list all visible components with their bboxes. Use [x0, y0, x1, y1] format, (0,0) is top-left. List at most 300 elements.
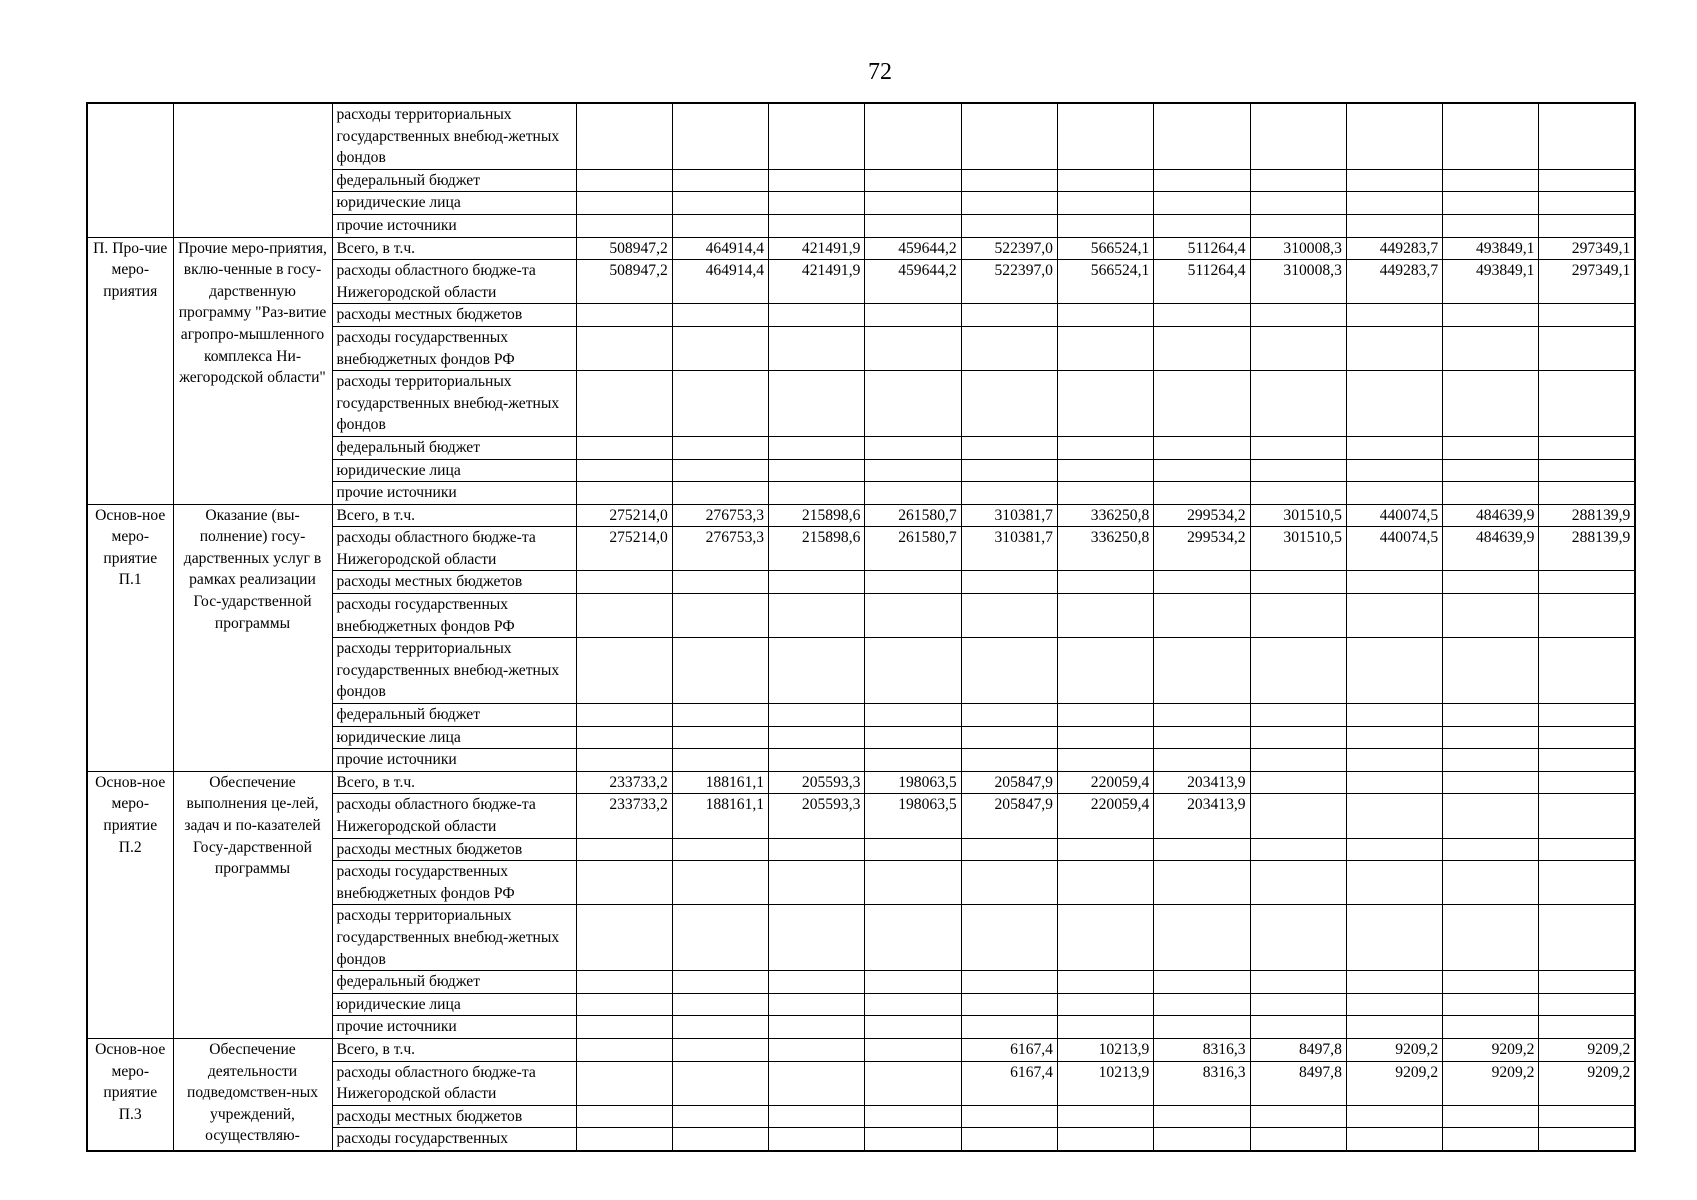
value-cell [1346, 771, 1442, 794]
value-cell [769, 214, 865, 237]
value-cell: 421491,9 [769, 260, 865, 304]
value-cell [961, 638, 1057, 704]
value-cell [769, 169, 865, 192]
value-cell [1250, 794, 1346, 838]
value-cell [769, 371, 865, 437]
value-cell [1250, 594, 1346, 638]
value-cell [769, 436, 865, 459]
funding-source-label: расходы местных бюджетов [332, 1105, 576, 1128]
value-cell [672, 326, 768, 370]
value-cell [1057, 304, 1153, 327]
value-cell [1346, 704, 1442, 727]
value-cell [1057, 838, 1153, 861]
value-cell [865, 482, 961, 505]
value-cell [1154, 436, 1250, 459]
value-cell [865, 326, 961, 370]
value-cell: 198063,5 [865, 771, 961, 794]
value-cell [576, 326, 672, 370]
value-cell: 459644,2 [865, 260, 961, 304]
value-cell [1250, 771, 1346, 794]
funding-source-label: расходы территориальных государственных внебюд-жетных фондов [332, 905, 576, 971]
value-cell [1154, 1105, 1250, 1128]
value-cell [961, 704, 1057, 727]
value-cell [576, 1128, 672, 1151]
value-cell [576, 726, 672, 749]
value-cell [1057, 726, 1153, 749]
value-cell [576, 304, 672, 327]
value-cell [865, 638, 961, 704]
value-cell [672, 214, 768, 237]
value-cell: 9209,2 [1346, 1038, 1442, 1061]
value-cell [1443, 993, 1539, 1016]
value-cell [1443, 1105, 1539, 1128]
value-cell [1443, 571, 1539, 594]
value-cell: 261580,7 [865, 527, 961, 571]
value-cell [1443, 905, 1539, 971]
value-cell [1250, 905, 1346, 971]
funding-source-label: расходы государственных внебюджетных фондов РФ [332, 861, 576, 905]
value-cell [961, 192, 1057, 215]
value-cell: 310381,7 [961, 527, 1057, 571]
value-cell [672, 971, 768, 994]
value-cell [769, 971, 865, 994]
value-cell [1250, 838, 1346, 861]
value-cell [672, 704, 768, 727]
value-cell: 566524,1 [1057, 237, 1153, 260]
value-cell [1057, 482, 1153, 505]
value-cell [1250, 704, 1346, 727]
value-cell [1346, 861, 1442, 905]
value-cell [865, 704, 961, 727]
funding-table [86, 102, 1636, 1152]
value-cell [1539, 861, 1635, 905]
value-cell [865, 838, 961, 861]
value-cell [1057, 1128, 1153, 1151]
value-cell [1346, 482, 1442, 505]
value-cell [1539, 1016, 1635, 1039]
value-cell: 188161,1 [672, 794, 768, 838]
funding-source-label: прочие источники [332, 749, 576, 772]
value-cell [1346, 326, 1442, 370]
value-cell [672, 993, 768, 1016]
value-cell [672, 169, 768, 192]
value-cell [1443, 838, 1539, 861]
value-cell: 188161,1 [672, 771, 768, 794]
value-cell: 8497,8 [1250, 1038, 1346, 1061]
funding-source-label: расходы местных бюджетов [332, 571, 576, 594]
value-cell: 464914,4 [672, 237, 768, 260]
value-cell [672, 482, 768, 505]
funding-source-label: расходы областного бюдже-та Нижегородской области [332, 1061, 576, 1105]
table-row [87, 504, 1635, 527]
value-cell [576, 1105, 672, 1128]
value-cell [576, 971, 672, 994]
value-cell: 9209,2 [1346, 1061, 1442, 1105]
value-cell [865, 905, 961, 971]
value-cell [1154, 704, 1250, 727]
value-cell: 508947,2 [576, 237, 672, 260]
value-cell [865, 459, 961, 482]
value-cell [1539, 726, 1635, 749]
value-cell [1443, 459, 1539, 482]
value-cell: 8316,3 [1154, 1038, 1250, 1061]
value-cell [672, 726, 768, 749]
value-cell: 288139,9 [1539, 527, 1635, 571]
activity-name: Обеспечение деятельности подведомствен-ных учреждений, осуществляю- [173, 1038, 332, 1150]
value-cell [1346, 459, 1442, 482]
value-cell [1443, 726, 1539, 749]
value-cell [1539, 794, 1635, 838]
value-cell [576, 1038, 672, 1061]
value-cell [1057, 1105, 1153, 1128]
value-cell [672, 861, 768, 905]
value-cell [1154, 192, 1250, 215]
value-cell [769, 704, 865, 727]
value-cell [961, 482, 1057, 505]
value-cell [1443, 749, 1539, 772]
value-cell: 421491,9 [769, 237, 865, 260]
value-cell [1539, 169, 1635, 192]
funding-source-label: прочие источники [332, 1016, 576, 1039]
value-cell [1057, 971, 1153, 994]
value-cell [769, 861, 865, 905]
value-cell: 459644,2 [865, 237, 961, 260]
value-cell [1443, 304, 1539, 327]
value-cell: 336250,8 [1057, 504, 1153, 527]
value-cell [1443, 371, 1539, 437]
value-cell [1154, 861, 1250, 905]
value-cell [769, 726, 865, 749]
value-cell [1250, 326, 1346, 370]
value-cell [865, 971, 961, 994]
value-cell [1057, 1016, 1153, 1039]
funding-source-label: юридические лица [332, 192, 576, 215]
value-cell [672, 571, 768, 594]
value-cell [1539, 571, 1635, 594]
value-cell [1154, 726, 1250, 749]
value-cell [1250, 371, 1346, 437]
value-cell [1539, 304, 1635, 327]
value-cell [1539, 326, 1635, 370]
value-cell: 6167,4 [961, 1061, 1057, 1105]
value-cell [1539, 103, 1635, 169]
funding-source-label: расходы местных бюджетов [332, 838, 576, 861]
value-cell [1250, 571, 1346, 594]
value-cell [1154, 103, 1250, 169]
value-cell: 275214,0 [576, 527, 672, 571]
value-cell: 203413,9 [1154, 794, 1250, 838]
value-cell [672, 371, 768, 437]
value-cell [1154, 638, 1250, 704]
value-cell [1154, 905, 1250, 971]
value-cell [1154, 1016, 1250, 1039]
value-cell [1539, 704, 1635, 727]
value-cell [1443, 1016, 1539, 1039]
value-cell [576, 704, 672, 727]
funding-source-label: федеральный бюджет [332, 971, 576, 994]
value-cell [1057, 371, 1153, 437]
value-cell [961, 726, 1057, 749]
value-cell [1154, 594, 1250, 638]
value-cell [672, 638, 768, 704]
page-number: 72 [868, 59, 892, 85]
value-cell [672, 1105, 768, 1128]
value-cell [961, 993, 1057, 1016]
value-cell [769, 1038, 865, 1061]
value-cell [1443, 482, 1539, 505]
value-cell [672, 436, 768, 459]
value-cell [865, 1128, 961, 1151]
value-cell [1057, 749, 1153, 772]
value-cell [1346, 571, 1442, 594]
funding-source-label: расходы областного бюдже-та Нижегородской области [332, 794, 576, 838]
value-cell [769, 304, 865, 327]
value-cell [961, 594, 1057, 638]
value-cell [1154, 993, 1250, 1016]
value-cell [769, 1128, 865, 1151]
value-cell: 215898,6 [769, 527, 865, 571]
value-cell [1346, 726, 1442, 749]
funding-source-label: юридические лица [332, 993, 576, 1016]
value-cell [1443, 192, 1539, 215]
funding-source-label: прочие источники [332, 482, 576, 505]
value-cell [1443, 214, 1539, 237]
funding-source-label: расходы государственных внебюджетных фондов РФ [332, 594, 576, 638]
value-cell [1057, 103, 1153, 169]
value-cell: 8497,8 [1250, 1061, 1346, 1105]
value-cell [1154, 971, 1250, 994]
value-cell [672, 838, 768, 861]
value-cell: 233733,2 [576, 771, 672, 794]
value-cell [1346, 1128, 1442, 1151]
value-cell: 310008,3 [1250, 237, 1346, 260]
value-cell [769, 571, 865, 594]
value-cell [865, 993, 961, 1016]
value-cell [865, 214, 961, 237]
value-cell [1346, 214, 1442, 237]
funding-source-label: Всего, в т.ч. [332, 1038, 576, 1061]
value-cell [1346, 1105, 1442, 1128]
value-cell [1057, 192, 1153, 215]
value-cell [672, 103, 768, 169]
value-cell [865, 749, 961, 772]
value-cell [1539, 905, 1635, 971]
value-cell [1346, 103, 1442, 169]
value-cell [1250, 192, 1346, 215]
activity-name: Обеспечение выполнения це-лей, задач и по-казателей Госу-дарственной программы [173, 771, 332, 1038]
value-cell [576, 214, 672, 237]
value-cell [672, 192, 768, 215]
value-cell [769, 749, 865, 772]
value-cell [961, 214, 1057, 237]
value-cell [1443, 326, 1539, 370]
funding-source-label: расходы областного бюдже-та Нижегородской области [332, 260, 576, 304]
value-cell: 440074,5 [1346, 504, 1442, 527]
value-cell [865, 1038, 961, 1061]
value-cell: 464914,4 [672, 260, 768, 304]
value-cell [961, 103, 1057, 169]
value-cell [961, 749, 1057, 772]
funding-source-label: расходы государственных [332, 1128, 576, 1151]
value-cell: 522397,0 [961, 237, 1057, 260]
value-cell: 205847,9 [961, 794, 1057, 838]
value-cell [1250, 304, 1346, 327]
value-cell [1539, 1128, 1635, 1151]
funding-source-label: юридические лица [332, 459, 576, 482]
value-cell [672, 749, 768, 772]
value-cell [1154, 571, 1250, 594]
value-cell: 261580,7 [865, 504, 961, 527]
value-cell [1443, 169, 1539, 192]
value-cell [1346, 794, 1442, 838]
value-cell [865, 192, 961, 215]
value-cell [1539, 1105, 1635, 1128]
value-cell: 301510,5 [1250, 504, 1346, 527]
value-cell [1057, 993, 1153, 1016]
value-cell: 276753,3 [672, 504, 768, 527]
value-cell: 203413,9 [1154, 771, 1250, 794]
value-cell [1154, 326, 1250, 370]
activity-name [173, 103, 332, 237]
value-cell [1057, 861, 1153, 905]
funding-source-label: расходы областного бюдже-та Нижегородской области [332, 527, 576, 571]
value-cell [769, 1061, 865, 1105]
value-cell: 10213,9 [1057, 1061, 1153, 1105]
value-cell [672, 304, 768, 327]
activity-code: Основ-ное меро-приятие П.1 [87, 504, 173, 771]
value-cell [961, 326, 1057, 370]
value-cell [576, 905, 672, 971]
value-cell [1346, 838, 1442, 861]
value-cell [865, 1105, 961, 1128]
value-cell [1250, 459, 1346, 482]
value-cell [1250, 993, 1346, 1016]
funding-source-label: расходы территориальных государственных внебюд-жетных фондов [332, 371, 576, 437]
table-row [87, 237, 1635, 260]
value-cell [769, 838, 865, 861]
value-cell: 511264,4 [1154, 237, 1250, 260]
value-cell: 493849,1 [1443, 237, 1539, 260]
value-cell [672, 594, 768, 638]
value-cell [1154, 838, 1250, 861]
value-cell [1346, 905, 1442, 971]
value-cell: 449283,7 [1346, 260, 1442, 304]
value-cell [672, 1016, 768, 1039]
value-cell [576, 594, 672, 638]
value-cell [1443, 103, 1539, 169]
value-cell [1443, 971, 1539, 994]
value-cell: 198063,5 [865, 794, 961, 838]
activity-code: Основ-ное меро-приятие П.3 [87, 1038, 173, 1150]
value-cell [1443, 1128, 1539, 1151]
value-cell [1346, 594, 1442, 638]
value-cell [576, 436, 672, 459]
value-cell [1057, 638, 1153, 704]
value-cell [1057, 594, 1153, 638]
activity-code: П. Про-чие меро-приятия [87, 237, 173, 504]
value-cell [769, 192, 865, 215]
value-cell [1250, 1016, 1346, 1039]
value-cell [1346, 169, 1442, 192]
value-cell [865, 861, 961, 905]
value-cell [1539, 459, 1635, 482]
value-cell: 220059,4 [1057, 771, 1153, 794]
funding-source-label: федеральный бюджет [332, 436, 576, 459]
value-cell [1539, 436, 1635, 459]
value-cell: 297349,1 [1539, 260, 1635, 304]
value-cell [1154, 304, 1250, 327]
value-cell: 336250,8 [1057, 527, 1153, 571]
activity-code [87, 103, 173, 237]
value-cell [1250, 726, 1346, 749]
value-cell: 288139,9 [1539, 504, 1635, 527]
value-cell: 205593,3 [769, 771, 865, 794]
value-cell: 9209,2 [1443, 1038, 1539, 1061]
value-cell [1443, 794, 1539, 838]
value-cell [1539, 482, 1635, 505]
value-cell [1250, 1105, 1346, 1128]
value-cell [1057, 169, 1153, 192]
value-cell [961, 371, 1057, 437]
value-cell [576, 169, 672, 192]
value-cell: 484639,9 [1443, 527, 1539, 571]
value-cell [865, 436, 961, 459]
value-cell [1443, 594, 1539, 638]
value-cell [865, 169, 961, 192]
value-cell [1154, 749, 1250, 772]
value-cell [1346, 371, 1442, 437]
value-cell [1057, 571, 1153, 594]
value-cell [769, 638, 865, 704]
value-cell [576, 371, 672, 437]
funding-source-label: расходы территориальных государственных внебюд-жетных фондов [332, 638, 576, 704]
value-cell [769, 1016, 865, 1039]
value-cell [1250, 861, 1346, 905]
value-cell [1154, 214, 1250, 237]
value-cell [961, 971, 1057, 994]
value-cell [1154, 1128, 1250, 1151]
value-cell [576, 1061, 672, 1105]
value-cell: 493849,1 [1443, 260, 1539, 304]
value-cell [1250, 482, 1346, 505]
value-cell: 8316,3 [1154, 1061, 1250, 1105]
value-cell [1346, 749, 1442, 772]
value-cell [1057, 214, 1153, 237]
value-cell [576, 993, 672, 1016]
value-cell [1154, 482, 1250, 505]
funding-source-label: расходы местных бюджетов [332, 304, 576, 327]
value-cell [1057, 326, 1153, 370]
value-cell: 205593,3 [769, 794, 865, 838]
funding-source-label: расходы государственных внебюджетных фондов РФ [332, 326, 576, 370]
funding-source-label: Всего, в т.ч. [332, 237, 576, 260]
value-cell: 484639,9 [1443, 504, 1539, 527]
value-cell: 511264,4 [1154, 260, 1250, 304]
value-cell [1539, 371, 1635, 437]
value-cell [576, 1016, 672, 1039]
value-cell: 233733,2 [576, 794, 672, 838]
value-cell [1057, 905, 1153, 971]
value-cell: 299534,2 [1154, 504, 1250, 527]
value-cell [1154, 371, 1250, 437]
value-cell [769, 326, 865, 370]
value-cell [865, 726, 961, 749]
value-cell [1539, 638, 1635, 704]
funding-source-label: Всего, в т.ч. [332, 771, 576, 794]
value-cell: 508947,2 [576, 260, 672, 304]
table-row [87, 103, 1635, 169]
value-cell [1250, 436, 1346, 459]
